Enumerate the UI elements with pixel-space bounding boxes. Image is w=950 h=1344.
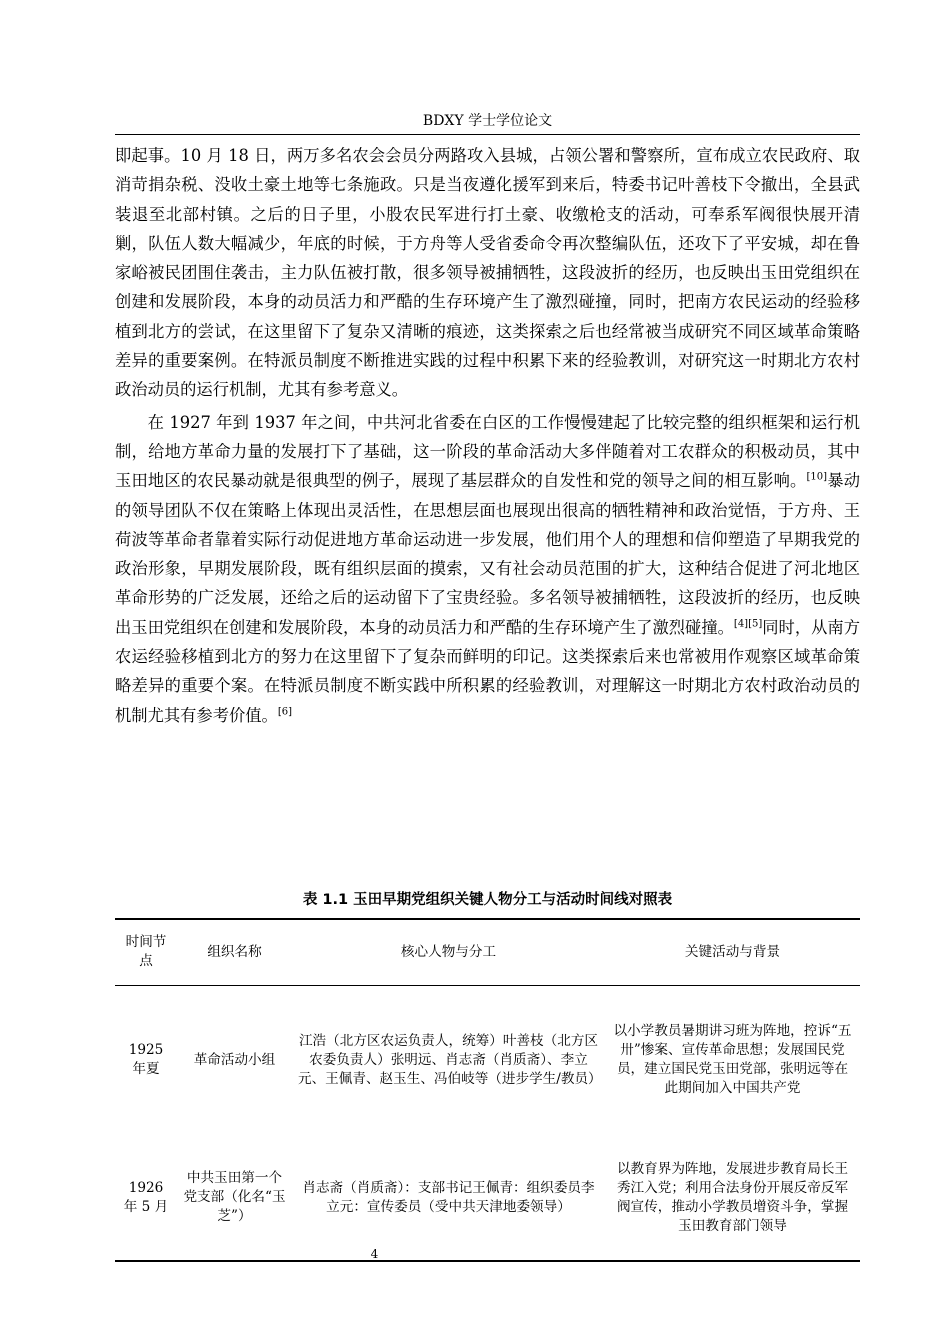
- table-row: [115, 1135, 860, 1261]
- page-number: 4: [370, 1247, 379, 1261]
- paragraph-2: [115, 408, 860, 730]
- table-caption: 表 1.1 玉田早期党组织关键人物分工与活动时间线对照表: [302, 892, 673, 908]
- running-header: BDXY 学士学位论文: [422, 113, 553, 129]
- header-rule: [115, 134, 860, 135]
- cell-people: 江浩（北方区农运负责人，统筹）叶善枝（北方区农委负责人）张明远、肖志斋（肖质斋）、李立元、王佩青、赵玉生、冯伯岐等（进步学生/教员）: [298, 1032, 602, 1087]
- timeline-table: [115, 918, 860, 1262]
- cell-org: 中共玉田第一个党支部（化名“玉芝”）: [183, 1170, 286, 1224]
- header-time: 时间节点: [125, 934, 167, 970]
- cell-people: 肖志斋（肖质斋）：支部书记王佩青：组织委员李立元：宣传委员（受中共天津地委领导）: [302, 1179, 595, 1215]
- citation-6: [6]: [277, 706, 292, 718]
- table-row: [115, 985, 860, 1135]
- body-text: [115, 141, 860, 730]
- table-header-row: [115, 919, 860, 985]
- header-activity: 关键活动与背景: [684, 943, 781, 960]
- cell-time: 1926 年 5 月: [123, 1179, 169, 1215]
- cell-activity: 以小学教员暑期讲习班为阵地，控诉“五卅”惨案、宣传革命思想；发展国民党员，建立国民党玉田党部，张明远等在此期间加入中国共产党: [613, 1023, 852, 1097]
- paragraph-1: 即起事。10 月 18 日，两万多名农会会员分两路攻入县城，占领公署和警察所，宣布成立农民政府、取消苛捐杂税、没收土豪土地等七条施政。只是当夜遵化援军到来后，特委书记叶善枝下令撤出，全县武装退至北部村镇。之后的日子里，小股农民军进行打土豪、收缴枪支的活动，可奉系军阀很快展开清剿，队伍人数大幅减少，年底的时候，于方舟等人受省委命令再次整编队伍，还攻下了平安城，却在鲁家峪被民团围住袭击，主力队伍被打散，很多领导被捕牺牲，这段波折的经历，也反映出玉田党组织在创建和发展阶段，本身的动员活力和严酷的生存环境产生了激烈碰撞，同时，把南方农民运动的经验移植到北方的尝试，在这里留下了复杂又清晰的痕迹，这类探索之后也经常被当成研究不同区域革命策略差异的重要案例。在特派员制度不断推进实践的过程中积累下来的经验教训，对研究这一时期北方农村政治动员的运行机制，尤其有参考意义。: [115, 146, 860, 400]
- citation-10: [10]: [806, 471, 828, 483]
- header-org: 组织名称: [207, 943, 262, 960]
- paragraph-2-part-a: 在 1927 年到 1937 年之间，中共河北省委在白区的工作慢慢建起了比较完整的组织框架和运行机制，给地方革命力量的发展打下了基础，这一阶段的革命活动大多伴随着对工农群众的积极动员，其中玉田地区的农民暴动就是很典型的例子，展现了基层群众的自发性和党的领导之间的相互影响。: [115, 412, 860, 491]
- paragraph-2-part-c: 同时，从南方农运经验移植到北方的努力在这里留下了复杂而鲜明的印记。这类探索后来也常被用作观察区域革命策略差异的重要个案。在特派员制度不断实践中所积累的经验教训，对理解这一时期北方农村政治动员的机制尤其有参考价值。: [115, 617, 860, 725]
- paragraph-2-part-b: 暴动的领导团队不仅在策略上体现出灵活性，在思想层面也展现出很高的牺牲精神和政治觉悟，于方舟、王荷波等革命者靠着实际行动促进地方革命运动进一步发展，他们用个人的理想和信仰塑造了早期我党的政治形象，早期发展阶段，既有组织层面的摸索，又有社会动员范围的扩大，这种结合促进了河北地区革命形势的广泛发展，还给之后的运动留下了宝贵经验。多名领导被捕牺牲，这段波折的经历，也反映出玉田党组织在创建和发展阶段，本身的动员活力和严酷的生存环境产生了激烈碰撞。: [115, 471, 860, 637]
- header-people: 核心人物与分工: [400, 943, 497, 960]
- cell-time: 1925 年夏: [128, 1042, 164, 1078]
- cell-org: 革命活动小组: [193, 1051, 276, 1068]
- citation-4-5: [4][5]: [733, 618, 763, 630]
- cell-activity: 以教育界为阵地，发展进步教育局长王秀江入党；利用合法身份开展反帝反军阀宣传，推动小学教员增资斗争，掌握玉田教育部门领导: [616, 1160, 849, 1234]
